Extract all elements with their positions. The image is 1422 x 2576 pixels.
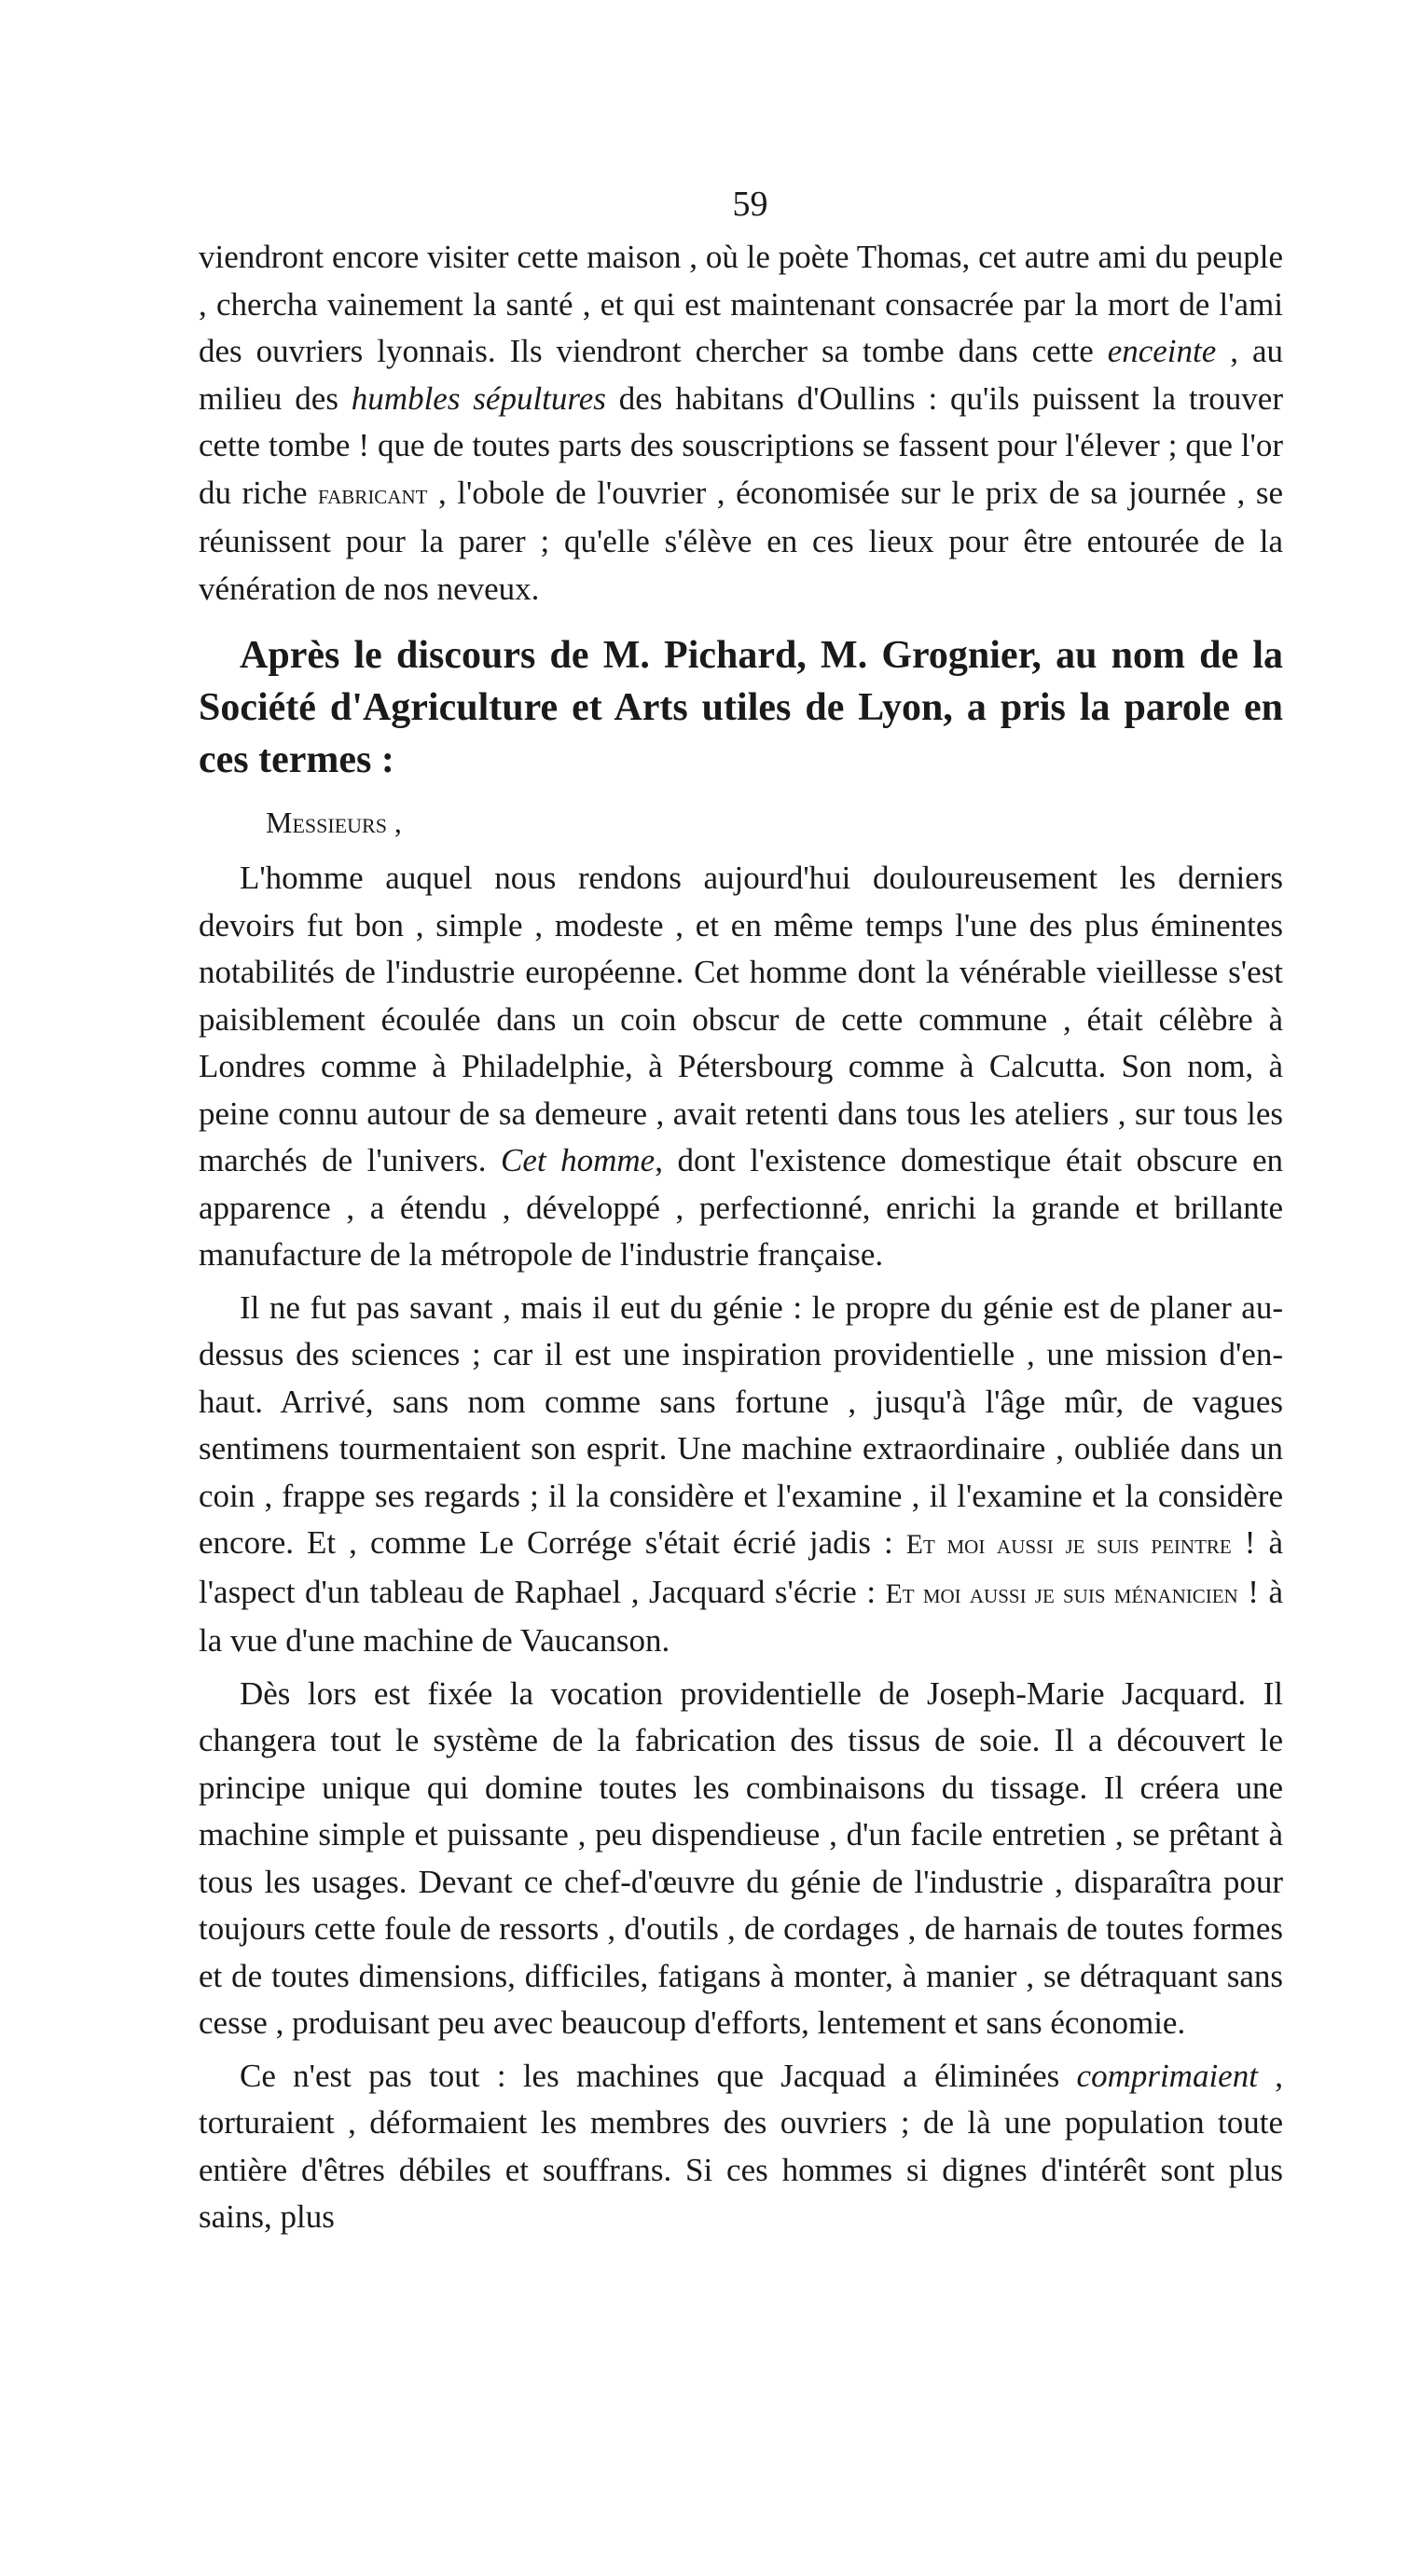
page-number: 59: [732, 185, 768, 224]
text-run: , torturaient , déformaient les membres des ouvriers ; de là une population toute entière d'êtres débiles et souffrans. Si ces hommes si dignes d'intérêt sont plus sains, plus: [199, 2057, 1283, 2235]
italic-text: humbles sépultures: [351, 379, 606, 417]
italic-text: enceinte: [1107, 333, 1217, 369]
small-caps-text: Et moi aussi je suis ménanicien: [885, 1577, 1238, 1609]
text-run: viendront encore visiter cette maison , où le poète Thomas, cet autre ami du peuple , chercha vainement la santé , et qui est maintenant consacrée par la mort de l'ami des ouvriers lyonnais. Ils viendront chercher sa tombe dans cette: [199, 239, 1283, 369]
text-run: ! à l'aspect d'un tableau de Raphael , Jacquard s'écrie :: [199, 1524, 1283, 1610]
document-page: [199, 182, 1283, 2241]
small-caps-text: fabricant: [318, 478, 428, 510]
text-run: , l'obole de l'ouvrier , économisée sur le prix de sa journée , se réunissent pour la parer ; qu'elle s'élève en ces lieux pour être entourée de la vénération de nos neveux.: [199, 474, 1283, 607]
body-paragraph: [199, 2053, 1283, 2241]
text-run: , au milieu des: [199, 333, 1283, 417]
text-body: [199, 234, 1283, 2241]
text-run: L'homme auquel nous rendons aujourd'hui douloureusement les derniers devoirs fut bon , simple , modeste , et en même temps l'une des plus éminentes notabilités de l'industrie européenne. Cet homme dont la vénérable vieillesse s'est paisiblement écoulée dans un coin obscur de cette commune , était célèbre à Londres comme à Philadelphie, à Pétersbourg comme à Calcutta. Son nom, à peine connu autour de sa demeure , avait retenti dans tous les ateliers , sur tous les marchés de l'univers.: [199, 860, 1283, 1178]
salutation: [266, 795, 1283, 849]
heading-paragraph: [199, 629, 1283, 786]
small-caps-text: Et moi aussi je suis peintre: [905, 1529, 1232, 1560]
text-run: ! à la vue d'une machine de Vaucanson.: [199, 1573, 1283, 1659]
text-run: , dont l'existence domestique était obscure en apparence , a étendu , développé , perfectionné, enrichi la grande et brillante manufacture de la métropole de l'industrie française.: [199, 1142, 1283, 1273]
text-run: Messieurs ,: [266, 806, 402, 839]
text-run: Dès lors est fixée la vocation providentielle de Joseph-Marie Jacquard. Il changera tout le système de la fabrication des tissus de soie. Il a découvert le principe unique qui domine toutes les combinaisons du tissage. Il créera une machine simple et puissante , peu dispendieuse , d'un facile entretien , se prêtant à tous les usages. Devant ce chef-d'œuvre du génie de l'industrie , disparaîtra pour toujours cette foule de ressorts , d'outils , de cordages , de harnais de toutes formes et de toutes dimensions, difficiles, fatigans à monter, à manier , se détraquant sans cesse , produisant peu avec beaucoup d'efforts, lentement et sans économie.: [199, 1674, 1283, 2041]
text-run: Il ne fut pas savant , mais il eut du génie : le propre du génie est de planer au-dessus des sciences ; car il est une inspiration providentielle , une mission d'en-haut. Arrivé, sans nom comme sans fortune , jusqu'à l'âge mûr, de vagues sentimens tourmentaient son esprit. Une machine extraordinaire , oubliée dans un coin , frappe ses regards ; il la considère et l'examine , il l'examine et la considère encore. Et , comme Le Corrége s'était écrié jadis :: [199, 1288, 1283, 1561]
italic-text: comprimaient: [1076, 2057, 1258, 2094]
body-paragraph: [199, 1671, 1283, 2047]
body-paragraph: [199, 855, 1283, 1279]
body-paragraph: [199, 1285, 1283, 1665]
body-paragraph: [199, 234, 1283, 613]
text-run: des habitans d'Oullins : qu'ils puissent la trouver cette tombe ! que de toutes parts des souscriptions se fassent pour l'élever ; que l'or du riche: [199, 379, 1283, 511]
italic-text: Cet homme: [501, 1142, 656, 1178]
text-run: Après le discours de M. Pichard, M. Grognier, au nom de la Société d'Agriculture et Arts utiles de Lyon, a pris la parole en ces termes :: [199, 634, 1283, 781]
text-run: Ce n'est pas tout : les machines que Jacquad a éliminées: [240, 2057, 1077, 2094]
